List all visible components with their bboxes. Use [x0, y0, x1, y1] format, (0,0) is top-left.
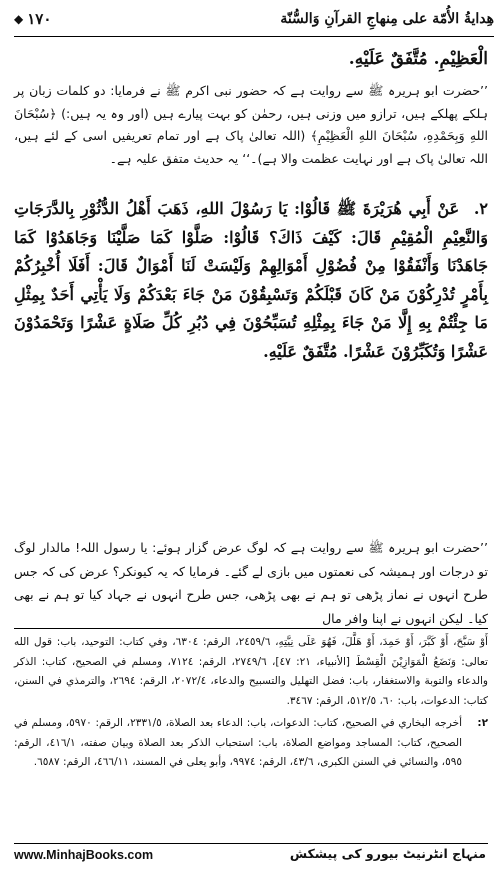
page-number-box	[14, 6, 51, 32]
hadith-2-text: عَنْ أَبِي هُرَيْرَةَ ﷺ قَالُوْا: يَا رَسُوْلَ اللهِ، ذَهَبَ أَهْلُ الدُّثُوْرِ بِالدَّرَجَاتِ وَالنَّعِيْمِ الْمُقِيْمِ قَالَ: كَيْفَ ذَاكَ؟ قَالُوْا: صَلَّوْا كَمَا صَلَّيْنَا وَجَاهَدُوْا كَمَا جَاهَدْنَا وَأَنْفَقُوْا مِنْ فُضُوْلِ أَمْوَالِهِمْ وَلَيْسَتْ لَنَا أَمْوَالٌ قَالَ: أَفَلَا أُخْبِرُكُمْ بِأَمْرٍ تُدْرِكُوْنَ مَنْ كَانَ قَبْلَكُمْ وَتَسْبِقُوْنَ مَنْ جَاءَ بَعْدَكُمْ وَلَا يَأْتِي أَحَدٌ بِمِثْلِ مَا جِئْتُمْ بِهِ إِلَّا مَنْ جَاءَ بِمِثْلِهِ تُسَبِّحُوْنَ فِي دُبُرِ كُلِّ صَلَاةٍ عَشْرًا وَتَحْمَدُوْنَ عَشْرًا وَتُكَبِّرُوْنَ عَشْرًا. مُتَّفَقٌ عَلَيْهِ.	[14, 199, 488, 361]
presenter-credit: منہاج انٹرنیٹ بیورو کی پیشکش	[289, 846, 486, 861]
hadith-number: ٢.	[473, 199, 489, 218]
footer-divider	[14, 843, 488, 844]
urdu-translation-1: ’’حضرت ابو ہریرہ ﷺ سے روایت ہے کہ حضور نبی اکرم ﷺ نے فرمایا: دو کلمات زبان پر ہلکے پھلکے ہیں، ترازو میں وزنی ہیں، رحمٰن کو بہت پیارے ہیں (اور وہ یہ ہیں:) ﴿سُبْحَانَ اللهِ وَبِحَمْدِهِ، سُبْحَانَ اللهِ الْعَظِيْمِ﴾ (اللہ تعالیٰ پاک ہے اور تمام تعریفیں اسی کے لئے ہیں، اللہ تعالیٰ پاک ہے اور نہایت عظمت والا ہے)۔‘‘ یہ حدیث متفق علیہ ہے۔	[14, 83, 488, 166]
diamond-ornament-icon: ◆	[14, 12, 24, 26]
hadith-2	[14, 195, 488, 366]
footnote-marker: ٢:	[477, 717, 488, 729]
header-divider	[14, 36, 494, 37]
footnote-text: أخرجه البخاري في الصحيح، كتاب: الدعوات، باب: الدعاء بعد الصلاة، ٢٣٣١/٥، الرقم: ٥٩٧٠، ومسلم في الصحيح، كتاب: المساجد ومواضع الصلاة، باب: استحباب الذكر بعد الصلاة وبيان صفته، ٤١٦/١، الرقم: ٥٩٥، والنسائي في السنن الكبرى، ٤٣/٦، الرقم: ٩٩٧٤، وأبو يعلى في المسند، ٤٦٦/١١، الرقم: ٦٥٨٧.	[14, 717, 463, 768]
footnote-item	[14, 633, 488, 711]
footnote-divider	[14, 628, 488, 629]
footnote-item	[14, 714, 488, 773]
urdu-translation-2: ’’حضرت ابو ہریرہ ﷺ سے روایت ہے کہ لوگ عرض گزار ہوئے: یا رسول اللہ! مالدار لوگ تو درجات اور ہمیشہ کی نعمتوں میں بازی لے گئے۔ فرمایا کہ یہ کیونکر؟ عرض کی کہ جس طرح انہوں نے نماز پڑھی تو ہم نے بھی پڑھی، جس طرح انہوں نے جہاد کیا تو ہم نے بھی کیا۔ لیکن انہوں نے اپنا وافر مال	[14, 540, 488, 626]
running-title: هِدايةُ الأُمّة علی مِنهاجِ القرآنِ وَالسُّنّة	[280, 11, 494, 27]
footnote-text: أَوْ سَبَّحَ، أَوْ كَبَّرَ، أَوْ حَمِدَ، أَوْ هَلَّلَ، فَهُوَ عَلَى نِيَّتِهِ، ٢٤٥٩/٦، الرقم: ٦٣٠٤، وفي كتاب: التوحيد، باب: قول الله تعالى: وَنَضَعُ الْمَوَازِيْنَ الْقِسْطَ [الأنبياء، ٢١: ٤٧]، ٢٧٤٩/٦، الرقم: ٧١٢٤، ومسلم في الصحيح، كتاب: الذكر والدعاء والتوبة والاستغفار، باب: فضل التهليل والتسبيح والدعاء، ٢٠٧٢/٤، الرقم: ٢٦٩٤، والترمذي في السنن، كتاب: الدعوات، باب: ٦٠، ٥١٢/٥، الرقم: ٣٤٦٧.	[14, 636, 489, 707]
page-header	[14, 6, 494, 40]
page-number: ١٧٠	[27, 10, 52, 28]
website-link[interactable]: www.MinhajBooks.com	[14, 848, 154, 862]
arabic-hadith-ending: الْعَظِيْمِ. مُتَّفَقٌ عَلَيْهِ.	[348, 49, 488, 69]
footnotes	[14, 633, 488, 776]
